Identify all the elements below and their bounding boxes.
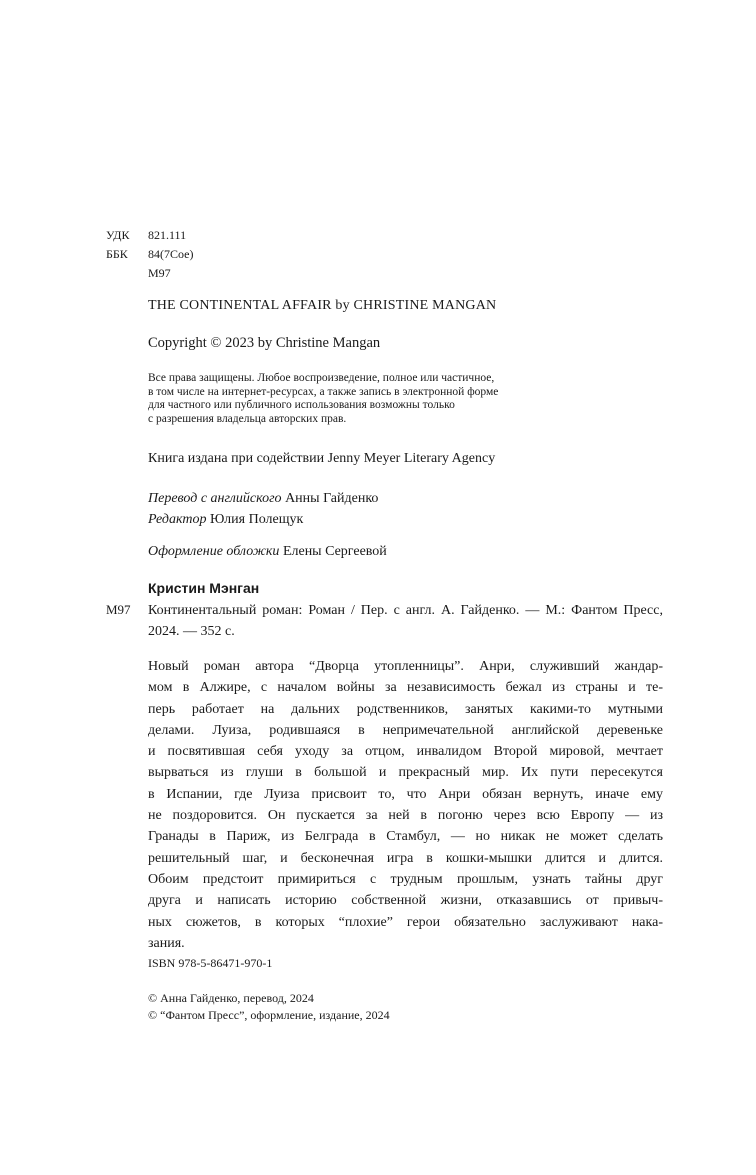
annotation — [148, 656, 663, 954]
rights-line: в том числе на интернет-ресурсах, а также запись в электронной форме — [148, 385, 499, 398]
annotation-line: Новый роман автора “Дворца утопленницы”. Анри, служивший жандар- — [148, 659, 663, 674]
annotation-line: зания. — [148, 935, 185, 951]
author-mark: М97 — [148, 266, 171, 280]
bibliographic-description: Континентальный роман: Роман / Пер. с англ. А. Гайденко. — М.: Фантом Пресс, 2024. — 352 с. — [148, 603, 663, 639]
isbn: ISBN 978-5-86471-970-1 — [148, 956, 273, 970]
bbk-value: 84(7Сое) — [148, 247, 194, 261]
annotation-line: Гранады в Париж, из Белграда в Стамбул, — но никак не может сделать — [148, 829, 663, 845]
annotation-line: вырваться из глуши в большой и прекрасный мир. Их пути пересекутся — [148, 765, 663, 781]
publisher-copyright: © “Фантом Пресс”, оформление, издание, 2024 — [148, 1008, 390, 1022]
author-heading: Кристин Мэнган — [148, 580, 260, 596]
annotation-line: делами. Луиза, родившаяся в непримечательной английской деревеньке — [148, 722, 663, 738]
cover-name: Елены Сергеевой — [279, 544, 387, 559]
translation-role: Перевод с английского — [148, 491, 282, 506]
annotation-line: Обоим предстоит примириться с трудным прошлым, узнать тайны друг — [148, 871, 663, 887]
editor-role: Редактор — [148, 512, 207, 527]
original-title: THE CONTINENTAL AFFAIR by CHRISTINE MANGAN — [148, 298, 497, 313]
bbk-label: ББК — [106, 247, 128, 261]
copyright-line: Copyright © 2023 by Christine Mangan — [148, 335, 381, 351]
annotation-line: друга и написать историю собственной жизни, отказавшись от привыч- — [148, 893, 663, 909]
translation-name: Анны Гайденко — [281, 491, 379, 506]
rights-line: для частного или публичного использования возможны только — [148, 399, 455, 411]
annotation-line: в Испании, где Луиза присвоит то, что Анри обязан вернуть, иначе ему — [148, 786, 663, 802]
bbk-row — [106, 245, 193, 264]
cover-role: Оформление обложки — [148, 544, 280, 559]
rights-line: Все права защищены. Любое воспроизведение, полное или частичное, — [148, 372, 495, 384]
udk-row — [106, 226, 193, 245]
agency-line: Книга издана при содействии Jenny Meyer Literary Agency — [148, 451, 496, 466]
credits — [148, 488, 663, 530]
annotation-line: не поздоровится. Он пускается за ней в погоню через всю Европу — из — [148, 808, 663, 824]
classification-codes — [106, 226, 193, 283]
udk-label: УДК — [106, 228, 130, 242]
rights-line: с разрешения владельца авторских прав. — [148, 412, 347, 425]
annotation-line: решительный шаг, и бесконечная игра в кошки-мышки длится и длится. — [148, 850, 663, 866]
author-mark-side: М97 — [106, 602, 131, 617]
annotation-line: ных сюжетов, в которых “плохие” герои обязательно заслуживают нака- — [148, 914, 663, 930]
rights-notice — [148, 372, 618, 426]
annotation-line: перь работает на дальних родственников, занятых какими-то мутными — [148, 701, 663, 717]
editor-name: Юлия Полещук — [206, 512, 304, 527]
copyright-notices — [148, 990, 663, 1024]
cover-credit — [148, 544, 663, 560]
annotation-line: и посвятившая себя уходу за отцом, инвалидом Второй мировой, мечтает — [148, 744, 663, 760]
author-mark-row — [106, 264, 193, 283]
translation-copyright: © Анна Гайденко, перевод, 2024 — [148, 991, 314, 1005]
editor-credit — [148, 509, 663, 530]
translation-credit — [148, 488, 663, 509]
annotation-line: мом в Алжире, с началом войны за независимость бежал из страны и те- — [148, 680, 663, 696]
udk-value: 821.111 — [148, 228, 187, 242]
